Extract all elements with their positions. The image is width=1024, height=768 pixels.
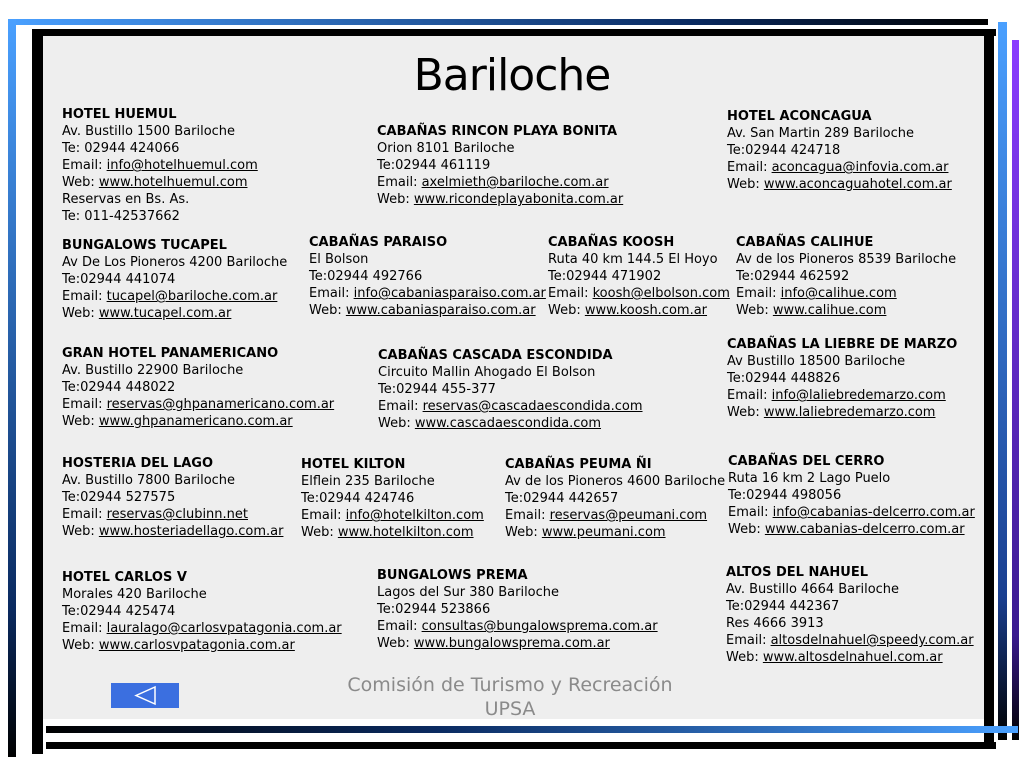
listing-line: Av. Bustillo 22900 Bariloche xyxy=(62,363,244,378)
listing-name: GRAN HOTEL PANAMERICANO xyxy=(62,346,279,361)
listing-line xyxy=(62,157,258,174)
listing-line xyxy=(505,507,725,524)
listing-line: Ruta 40 km 144.5 El Hoyo xyxy=(548,252,718,267)
listing xyxy=(301,456,484,541)
listing-line: Te:02944 442367 xyxy=(726,599,840,614)
listing-name: CABAÑAS DEL CERRO xyxy=(728,454,885,469)
listing-line: Te:02944 441074 xyxy=(62,272,176,287)
listing-line: Te:02944 523866 xyxy=(377,602,491,617)
listing-line xyxy=(377,635,658,652)
listing-line-label: Email: xyxy=(377,619,422,634)
listing-line: Te:02944 448826 xyxy=(727,371,841,386)
footer-line2: UPSA xyxy=(484,698,536,720)
listing-line: Morales 420 Bariloche xyxy=(62,587,207,602)
email-link[interactable]: aconcagua@infovia.com.ar xyxy=(771,160,949,175)
listing-line: Res 4666 3913 xyxy=(726,616,824,631)
listing-line xyxy=(505,524,725,541)
frame-bottom-black xyxy=(46,742,996,749)
listing-line: Te:02944 498056 xyxy=(728,488,842,503)
listing-name: HOTEL CARLOS V xyxy=(62,570,187,585)
listing-line: Te:02944 442657 xyxy=(505,491,619,506)
listing-line-label: Web: xyxy=(727,177,764,192)
listing-line-label: Email: xyxy=(378,399,423,414)
web-link[interactable]: www.carlosvpatagonia.com.ar xyxy=(98,638,295,653)
listing xyxy=(736,234,956,319)
listing-line: Elflein 235 Bariloche xyxy=(301,474,435,489)
email-link[interactable]: info@cabaniasparaiso.com.ar xyxy=(353,286,546,301)
listing-line-label: Web: xyxy=(377,192,414,207)
listing-line xyxy=(736,285,956,302)
listing-line: Reservas en Bs. As. xyxy=(62,192,190,207)
listing-line: Av De Los Pioneros 4200 Bariloche xyxy=(62,255,288,270)
listing-line-label: Web: xyxy=(377,636,414,651)
listing-line: Te:02944 462592 xyxy=(736,269,850,284)
listing-line xyxy=(377,191,623,208)
listing-name: CABAÑAS LA LIEBRE DE MARZO xyxy=(727,337,958,352)
listing-line-label: Web: xyxy=(378,416,415,431)
listing-line-label: Email: xyxy=(736,286,781,301)
listing-line-label: Email: xyxy=(62,289,107,304)
web-link[interactable]: www.tucapel.com.ar xyxy=(98,306,232,321)
listing-line-label: Email: xyxy=(548,286,593,301)
listing-line-label: Web: xyxy=(62,524,99,539)
email-link[interactable]: info@cabanias-delcerro.com.ar xyxy=(772,505,975,520)
listing-line: Av. Bustillo 1500 Bariloche xyxy=(62,124,236,139)
listing-line: Av. Bustillo 4664 Bariloche xyxy=(726,582,900,597)
listing-line-label: Email: xyxy=(62,397,107,412)
web-link[interactable]: www.hotelhuemul.com xyxy=(98,175,248,190)
listing-line xyxy=(728,521,975,538)
web-link[interactable]: www.altosdelnahuel.com.ar xyxy=(762,650,943,665)
listing-line-label: Web: xyxy=(548,303,585,318)
listing-line xyxy=(726,632,974,649)
web-link[interactable]: www.koosh.com.ar xyxy=(584,303,708,318)
listing-name: HOTEL HUEMUL xyxy=(62,107,177,122)
listing-name: BUNGALOWS TUCAPEL xyxy=(62,238,227,253)
email-link[interactable]: lauralago@carlosvpatagonia.com.ar xyxy=(106,621,342,636)
listing xyxy=(62,345,334,430)
listing-line: Te:02944 455-377 xyxy=(378,382,496,397)
listing-line xyxy=(62,506,283,523)
listing-line: Te:02944 461119 xyxy=(377,158,491,173)
email-link[interactable]: consultas@bungalowsprema.com.ar xyxy=(421,619,658,634)
listing xyxy=(505,456,725,541)
listing xyxy=(309,234,546,319)
frame-right-purple xyxy=(1012,40,1019,740)
listing-line xyxy=(727,387,957,404)
listing-line xyxy=(377,618,658,635)
listing-line-label: Email: xyxy=(505,508,550,523)
listing-line xyxy=(62,637,342,654)
web-link[interactable]: www.peumani.com xyxy=(541,525,666,540)
frame-top-black xyxy=(32,29,996,36)
email-link[interactable]: altosdelnahuel@speedy.com.ar xyxy=(770,633,974,648)
listing-line xyxy=(301,507,484,524)
listing-line-label: Web: xyxy=(62,175,99,190)
listing-line: Orion 8101 Bariloche xyxy=(377,141,515,156)
email-link[interactable]: reservas@clubinn.net xyxy=(106,507,249,522)
listing-line-label: Email: xyxy=(727,388,772,403)
listing xyxy=(62,106,258,225)
listing-line-label: Email: xyxy=(727,160,772,175)
web-link[interactable]: www.ghpanamericano.com.ar xyxy=(98,414,293,429)
listing-line xyxy=(548,285,730,302)
listing-line: Te:02944 492766 xyxy=(309,269,423,284)
listing xyxy=(62,569,342,654)
listing-line: Av de los Pioneros 8539 Bariloche xyxy=(736,252,957,267)
listing xyxy=(62,237,287,322)
web-link[interactable]: www.calihue.com xyxy=(772,303,887,318)
listing-line-label: Email: xyxy=(62,507,107,522)
frame-right-gradient xyxy=(998,22,1007,740)
listing-line-label: Email: xyxy=(62,158,107,173)
email-link[interactable]: info@hotelkilton.com xyxy=(345,508,484,523)
listing-name: BUNGALOWS PREMA xyxy=(377,568,528,583)
email-link[interactable]: reservas@peumani.com xyxy=(549,508,708,523)
listing-line-label: Web: xyxy=(62,306,99,321)
listing xyxy=(727,108,952,193)
listing-line: Te:02944 471902 xyxy=(548,269,662,284)
listing-line xyxy=(736,302,956,319)
listing-line: El Bolson xyxy=(309,252,369,267)
listing xyxy=(62,455,283,540)
listing-name: CABAÑAS PARAISO xyxy=(309,235,448,250)
listing-line xyxy=(62,174,258,191)
web-link[interactable]: www.bungalowsprema.com.ar xyxy=(413,636,610,651)
web-link[interactable]: www.cabanias-delcerro.com.ar xyxy=(764,522,965,537)
listing-line-label: Web: xyxy=(727,405,764,420)
listing-line: Te:02944 527575 xyxy=(62,490,176,505)
web-link[interactable]: www.cabaniasparaiso.com.ar xyxy=(345,303,536,318)
listing-line xyxy=(62,620,342,637)
frame-bottom-gradient xyxy=(46,726,1018,733)
web-link[interactable]: www.ricondeplayabonita.com.ar xyxy=(413,192,624,207)
listing-line: Te: 011-42537662 xyxy=(62,209,180,224)
listing-line-label: Email: xyxy=(377,175,422,190)
email-link[interactable]: axelmieth@bariloche.com.ar xyxy=(421,175,609,190)
listing-line xyxy=(728,504,975,521)
listing-name: ALTOS DEL NAHUEL xyxy=(726,565,869,580)
listing-line-label: Web: xyxy=(301,525,338,540)
listing-line-label: Web: xyxy=(728,522,765,537)
footer xyxy=(330,673,690,721)
listing-line: Lagos del Sur 380 Bariloche xyxy=(377,585,560,600)
web-link[interactable]: www.hotelkilton.com xyxy=(337,525,474,540)
listing-line: Av Bustillo 18500 Bariloche xyxy=(727,354,906,369)
email-link[interactable]: reservas@cascadaescondida.com xyxy=(422,399,643,414)
listing-line xyxy=(727,176,952,193)
listing-line: Ruta 16 km 2 Lago Puelo xyxy=(728,471,891,486)
footer-line1: Comisión de Turismo y Recreación xyxy=(347,674,673,696)
listing-line xyxy=(62,396,334,413)
email-link[interactable]: info@laliebredemarzo.com xyxy=(771,388,946,403)
web-link[interactable]: www.aconcaguahotel.com.ar xyxy=(763,177,952,192)
listing-line: Av. San Martin 289 Bariloche xyxy=(727,126,915,141)
listing xyxy=(726,564,974,666)
listing-line: Te:02944 448022 xyxy=(62,380,176,395)
listing xyxy=(728,453,975,538)
listing-line xyxy=(62,288,287,305)
listing-line-label: Email: xyxy=(62,621,107,636)
frame-left-black xyxy=(32,29,43,754)
email-link[interactable]: koosh@elbolson.com xyxy=(592,286,730,301)
listing-line xyxy=(309,302,546,319)
listing-line: Te:02944 424718 xyxy=(727,143,841,158)
listing-line: Te:02944 425474 xyxy=(62,604,176,619)
email-link[interactable]: reservas@ghpanamericano.com.ar xyxy=(106,397,335,412)
back-button[interactable] xyxy=(111,683,179,708)
listing-name: HOTEL ACONCAGUA xyxy=(727,109,872,124)
listing-name: CABAÑAS CALIHUE xyxy=(736,235,874,250)
listing-line-label: Email: xyxy=(301,508,346,523)
listing-line-label: Web: xyxy=(726,650,763,665)
listing-name: CABAÑAS CASCADA ESCONDIDA xyxy=(378,348,613,363)
listing-line: Circuito Mallin Ahogado El Bolson xyxy=(378,365,596,380)
listing-line xyxy=(377,174,623,191)
listing-line-label: Web: xyxy=(736,303,773,318)
listing-line-label: Web: xyxy=(505,525,542,540)
listing-line xyxy=(727,404,957,421)
listing-line xyxy=(62,413,334,430)
listing-name: CABAÑAS PEUMA ÑI xyxy=(505,457,652,472)
web-link[interactable]: www.laliebredemarzo.com xyxy=(763,405,936,420)
listing-line xyxy=(62,523,283,540)
listing-line-label: Email: xyxy=(309,286,354,301)
email-link[interactable]: info@calihue.com xyxy=(780,286,897,301)
listing-line xyxy=(301,524,484,541)
email-link[interactable]: tucapel@bariloche.com.ar xyxy=(106,289,278,304)
listing-line xyxy=(548,302,730,319)
listing xyxy=(727,336,957,421)
listing-line xyxy=(309,285,546,302)
web-link[interactable]: www.hosteriadellago.com.ar xyxy=(98,524,284,539)
listing-line xyxy=(727,159,952,176)
listing-name: HOTEL KILTON xyxy=(301,457,406,472)
listing-line xyxy=(62,305,287,322)
listing-line-label: Email: xyxy=(726,633,771,648)
listing xyxy=(377,123,623,208)
listing-line: Av. Bustillo 7800 Bariloche xyxy=(62,473,236,488)
listing-line xyxy=(378,415,643,432)
listing-line-label: Web: xyxy=(62,638,99,653)
listing xyxy=(377,567,658,652)
listing-line-label: Web: xyxy=(62,414,99,429)
frame-right-black xyxy=(984,29,994,743)
listing-line-label: Email: xyxy=(728,505,773,520)
listing xyxy=(548,234,730,319)
listing xyxy=(378,347,643,432)
listing-name: HOSTERIA DEL LAGO xyxy=(62,456,214,471)
listing-line-label: Web: xyxy=(309,303,346,318)
web-link[interactable]: www.cascadaescondida.com xyxy=(414,416,602,431)
triangle-left-icon xyxy=(111,683,179,708)
listing-line: Te:02944 424746 xyxy=(301,491,415,506)
listing-name: CABAÑAS RINCON PLAYA BONITA xyxy=(377,124,618,139)
listing-line: Av de los Pioneros 4600 Bariloche xyxy=(505,474,726,489)
frame-top-gradient xyxy=(8,19,988,25)
listing-name: CABAÑAS KOOSH xyxy=(548,235,675,250)
listing-line: Te: 02944 424066 xyxy=(62,141,180,156)
listing-line xyxy=(726,649,974,666)
listing-line xyxy=(378,398,643,415)
page-title: Bariloche xyxy=(413,50,611,101)
frame-left-gradient xyxy=(8,19,16,757)
email-link[interactable]: info@hotelhuemul.com xyxy=(106,158,258,173)
